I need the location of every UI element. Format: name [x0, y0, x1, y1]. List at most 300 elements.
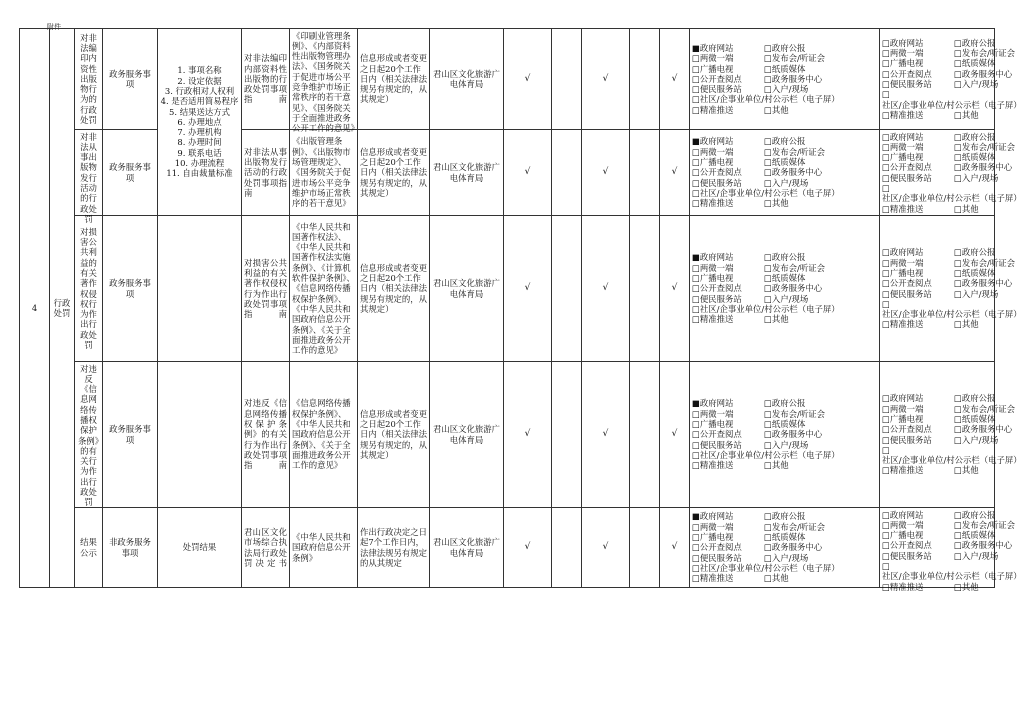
channel-option-label: 公开查阅点	[699, 429, 742, 440]
check-mark-cell	[552, 362, 582, 508]
checkbox-icon: □	[692, 314, 700, 325]
channel-option	[882, 540, 952, 550]
checkbox-icon: □	[882, 444, 890, 455]
channel-option	[764, 542, 877, 552]
checkbox-icon: □	[764, 262, 772, 273]
channel-option	[882, 465, 952, 475]
checkbox-icon: □	[764, 198, 772, 209]
checkbox-icon: □	[692, 408, 700, 419]
channel-option	[692, 532, 762, 542]
channel-option	[692, 294, 762, 304]
check-mark-cell	[630, 29, 660, 130]
check-mark-cell: √	[582, 362, 630, 508]
checkbox-icon: □	[882, 434, 890, 445]
channel-option	[882, 89, 1022, 110]
checkbox-icon: □	[954, 509, 962, 520]
channel-option-label: 两微一端	[699, 146, 734, 157]
checkbox-icon: □	[882, 540, 890, 551]
checkbox-icon: □	[692, 146, 700, 157]
channel-option-label: 公开查阅点	[889, 278, 932, 289]
channel-option	[692, 64, 762, 74]
channel-checklist	[692, 136, 877, 208]
content-item: 6. 办理地点	[177, 116, 222, 127]
channel-option-label: 政府网站	[699, 136, 734, 147]
channels-all-cell	[690, 362, 880, 508]
channels-all-cell	[690, 216, 880, 362]
channel-option	[954, 173, 1015, 183]
check-mark-cell: √	[504, 216, 552, 362]
channel-option-label: 入户/现场	[771, 439, 809, 450]
channel-option-label: 政府公报	[961, 509, 996, 520]
channel-option	[954, 132, 1015, 142]
channel-option-label: 便民服务站	[889, 288, 932, 299]
checkbox-icon: □	[692, 562, 700, 573]
table-row	[20, 216, 995, 362]
item-type-cell: 政务服务事项	[103, 130, 158, 216]
channel-option-label: 政务服务中心	[771, 73, 823, 84]
content-item: 7. 办理机构	[177, 127, 222, 138]
checkbox-icon: □	[764, 532, 772, 543]
channel-option	[692, 105, 762, 115]
channel-option-label: 发布会/听证会	[961, 141, 1015, 152]
channel-checklist	[692, 252, 877, 324]
channel-option	[764, 294, 877, 304]
channel-option	[692, 563, 877, 573]
channel-option-label: 社区/企事业单位/村公示栏（电子屏）	[882, 99, 1022, 110]
channel-option-label: 其他	[961, 109, 979, 120]
channel-option	[954, 278, 1015, 288]
channel-option-label: 入户/现场	[771, 552, 809, 563]
checkbox-icon: □	[882, 393, 890, 404]
checkbox-icon: □	[764, 398, 772, 409]
checkbox-icon: □	[692, 429, 700, 440]
checkbox-icon: □	[954, 48, 962, 59]
channel-option	[882, 435, 952, 445]
channel-option-label: 精准推送	[889, 465, 924, 476]
checkbox-icon: □	[882, 182, 890, 193]
check-mark-cell	[552, 130, 582, 216]
checkbox-icon: □	[764, 53, 772, 64]
channel-option-label: 政务服务中心	[771, 167, 823, 178]
channel-option-label: 政府网站	[889, 247, 924, 258]
checkbox-icon: □	[882, 413, 890, 424]
content-item: 2. 设定依据	[177, 75, 222, 86]
content-items-cell	[158, 29, 242, 216]
legal-basis-cell: 《印刷业管理条例》、《内部资料性出版物管理办法》、《国务院关于促进市场公平竞争维护市场正常秩序的若干意见》、《国务院关于全面推进政务公开工作的意见》	[290, 29, 358, 130]
checkbox-icon: □	[764, 63, 772, 74]
checkbox-icon: □	[954, 530, 962, 541]
channel-option	[882, 520, 952, 530]
checkbox-icon: □	[692, 84, 700, 95]
checkbox-icon: □	[764, 273, 772, 284]
channel-option	[954, 510, 1015, 520]
checkbox-icon: □	[764, 460, 772, 471]
check-mark-cell	[630, 508, 660, 588]
checkbox-icon: □	[692, 449, 700, 460]
checkbox-icon: □	[882, 550, 890, 561]
checkbox-icon: □	[692, 157, 700, 168]
channel-option-label: 政府公报	[961, 247, 996, 258]
checkbox-icon: □	[764, 521, 772, 532]
channel-option-label: 精准推送	[699, 104, 734, 115]
channel-option-label: 其他	[771, 314, 789, 325]
channel-option	[882, 319, 952, 329]
channels-all-cell	[690, 130, 880, 216]
channel-checklist	[882, 393, 1022, 476]
checkbox-icon: □	[954, 581, 962, 592]
channel-option-label: 两微一端	[889, 257, 924, 268]
channel-option	[692, 283, 762, 293]
channel-option-label: 入户/现场	[961, 434, 999, 445]
channel-option	[882, 444, 1022, 466]
channel-option	[882, 69, 952, 79]
channel-option	[764, 419, 877, 429]
channel-option	[692, 53, 762, 63]
channel-option	[692, 440, 762, 450]
channel-option-label: 入户/现场	[961, 288, 999, 299]
channel-option-label: 便民服务站	[699, 84, 742, 95]
channel-option-label: 政务服务中心	[771, 283, 823, 294]
checkbox-icon: □	[692, 542, 700, 553]
check-mark-cell: √	[582, 216, 630, 362]
channel-option-label: 入户/现场	[961, 172, 999, 183]
checkbox-icon: □	[882, 172, 890, 183]
channel-option	[764, 167, 877, 177]
channel-option	[764, 511, 877, 521]
checkbox-icon: □	[764, 73, 772, 84]
check-mark-cell	[630, 216, 660, 362]
channel-option	[882, 182, 1022, 204]
channel-option-label: 其他	[771, 198, 789, 209]
channel-option	[954, 289, 1015, 299]
channel-option	[954, 258, 1015, 268]
channel-option-label: 发布会/听证会	[961, 403, 1015, 414]
channel-option	[954, 435, 1015, 445]
item-name-cell: 结果公示	[75, 508, 103, 588]
channel-option-label: 入户/现场	[961, 79, 999, 89]
checkbox-icon: □	[764, 136, 772, 147]
checkbox-icon: □	[954, 267, 962, 278]
channel-option	[764, 136, 877, 146]
channel-option	[882, 530, 952, 540]
channel-option-label: 精准推送	[699, 314, 734, 325]
checkbox-icon: □	[954, 403, 962, 414]
channel-option-label: 社区/企事业单位/村公示栏（电子屏）	[699, 562, 840, 573]
channel-option	[692, 429, 762, 439]
channel-option	[764, 440, 877, 450]
channel-option-label: 政府公报	[771, 42, 806, 53]
channel-option-label: 入户/现场	[961, 550, 999, 561]
channel-option	[692, 553, 762, 563]
channel-option	[954, 424, 1015, 434]
checkbox-icon: □	[692, 104, 700, 115]
channel-option-label: 社区/企事业单位/村公示栏（电子屏）	[882, 571, 1022, 582]
channel-option	[954, 38, 1015, 48]
channel-option-label: 两微一端	[699, 521, 734, 532]
channels-key-cell	[880, 508, 1022, 592]
channel-option-label: 纸质媒体	[961, 267, 996, 278]
checkbox-icon: □	[954, 58, 962, 69]
legal-basis-cell: 《中华人民共和国著作权法》、《中华人民共和国著作权法实施条例》、《计算机软件保护条例》、《信息网络传播权保护条例》、《中华人民共和国政府信息公开条例》、《关于全面推进政务公开工作的意见》	[290, 216, 358, 362]
checkbox-icon: □	[954, 152, 962, 163]
channel-option	[692, 419, 762, 429]
channel-option	[764, 273, 877, 283]
checkbox-icon: □	[764, 293, 772, 304]
channel-option-label: 入户/现场	[771, 84, 809, 95]
checkbox-icon: □	[764, 542, 772, 553]
channel-option	[954, 393, 1015, 403]
checkbox-icon: □	[954, 393, 962, 404]
channel-option-label: 精准推送	[699, 460, 734, 471]
check-mark-cell: √	[582, 29, 630, 130]
channel-option	[882, 414, 952, 424]
channel-option	[882, 79, 952, 89]
item-type-cell: 政务服务事项	[103, 362, 158, 508]
channel-option-label: 便民服务站	[699, 439, 742, 450]
channel-option	[764, 429, 877, 439]
channel-option-label: 广播电视	[699, 157, 734, 168]
item-type-cell: 政务服务事项	[103, 216, 158, 362]
channel-option-label: 政府公报	[961, 131, 996, 142]
guide-cell: 对违反《信息网络传播权保护条例》的有关行为作出行政处罚事项指南	[242, 362, 290, 508]
checkbox-icon: □	[954, 288, 962, 299]
checkbox-icon: ■	[692, 136, 700, 147]
channel-option	[954, 142, 1015, 152]
channel-option-label: 广播电视	[889, 58, 924, 69]
channel-option	[764, 74, 877, 84]
channel-option-label: 政府网站	[699, 42, 734, 53]
channel-option-label: 公开查阅点	[889, 540, 932, 551]
item-name-cell: 对违反《信息网络传播权保护条例》的有关行为作出行政处罚	[75, 362, 103, 508]
channel-option-label: 便民服务站	[889, 434, 932, 445]
checkbox-icon: □	[954, 550, 962, 561]
channel-option	[764, 573, 877, 583]
channel-option	[954, 58, 1015, 68]
agency-cell: 君山区文化旅游广电体育局	[430, 508, 504, 588]
channel-option	[764, 252, 877, 262]
channel-option	[764, 532, 877, 542]
time-limit-cell: 信息形成或者变更之日起20个工作日内（相关法律法规另有规定的，从其规定）	[358, 130, 430, 216]
channel-option-label: 政府网站	[699, 398, 734, 409]
checkbox-icon: □	[954, 162, 962, 173]
content-item: 9. 联系电话	[177, 147, 222, 158]
checkbox-icon: □	[882, 403, 890, 414]
check-mark-cell	[630, 130, 660, 216]
checkbox-icon: □	[954, 141, 962, 152]
channel-option	[882, 298, 1022, 320]
checkbox-icon: □	[882, 288, 890, 299]
channel-option-label: 广播电视	[699, 63, 734, 74]
checkbox-icon: □	[954, 424, 962, 435]
checkbox-icon: □	[764, 146, 772, 157]
checkbox-icon: □	[954, 540, 962, 551]
checkbox-icon: □	[764, 177, 772, 188]
channel-option-label: 公开查阅点	[699, 283, 742, 294]
content-item: 1. 事项名称	[177, 65, 222, 76]
channel-option	[764, 398, 877, 408]
checkbox-icon: □	[764, 439, 772, 450]
channel-option	[692, 74, 762, 84]
channel-option-label: 便民服务站	[699, 293, 742, 304]
channel-option-label: 便民服务站	[889, 172, 932, 183]
channel-option	[882, 510, 952, 520]
checkbox-icon: □	[954, 519, 962, 530]
seq-cell: 4	[20, 29, 50, 588]
time-limit-cell: 信息形成或者变更之日起20个工作日内（相关法律法规另有规定的，从其规定）	[358, 29, 430, 130]
channel-option	[764, 178, 877, 188]
checkbox-icon: □	[764, 283, 772, 294]
channel-option-label: 社区/企事业单位/村公示栏（电子屏）	[699, 449, 840, 460]
channel-option-label: 广播电视	[699, 419, 734, 430]
channel-option-label: 纸质媒体	[961, 58, 996, 69]
channel-option	[954, 530, 1015, 540]
channel-option-label: 纸质媒体	[961, 530, 996, 541]
channel-option-label: 政府公报	[961, 393, 996, 404]
checkbox-icon: □	[882, 89, 890, 100]
channel-option	[692, 511, 762, 521]
checkbox-icon: □	[692, 273, 700, 284]
channel-option	[954, 69, 1015, 79]
content-items-cell	[158, 362, 242, 508]
channel-option	[882, 258, 952, 268]
channel-option-label: 其他	[961, 581, 979, 592]
checkbox-icon: □	[954, 37, 962, 48]
checkbox-icon: □	[692, 283, 700, 294]
guide-cell: 君山区文化市场综合执法局行政处罚决定书	[242, 508, 290, 588]
check-mark-cell	[630, 362, 660, 508]
channel-option	[764, 409, 877, 419]
content-item: 11. 自由裁量标准	[166, 168, 233, 179]
channel-option	[954, 520, 1015, 530]
channel-option-label: 政府公报	[961, 37, 996, 48]
channel-option	[692, 252, 762, 262]
channel-option	[764, 460, 877, 470]
checkbox-icon: □	[882, 203, 890, 214]
channel-option-label: 政府公报	[771, 511, 806, 522]
item-name-cell: 对非法编印内资性出版物行为的行政处罚	[75, 29, 103, 130]
channel-option-label: 纸质媒体	[771, 63, 806, 74]
channel-option-label: 政府网站	[889, 131, 924, 142]
channel-option	[954, 48, 1015, 58]
channel-option-label: 精准推送	[889, 109, 924, 120]
checkbox-icon: □	[954, 203, 962, 214]
channel-option-label: 政府公报	[771, 398, 806, 409]
channel-option-label: 入户/现场	[771, 293, 809, 304]
checkbox-icon: □	[692, 532, 700, 543]
channel-option-label: 两微一端	[889, 48, 924, 59]
channel-option-label: 其他	[961, 465, 979, 476]
channel-option	[692, 398, 762, 408]
checkbox-icon: □	[692, 198, 700, 209]
channel-option-label: 广播电视	[699, 273, 734, 284]
channel-option	[954, 110, 1015, 120]
check-mark-cell: √	[582, 508, 630, 588]
channel-option	[692, 273, 762, 283]
channel-option	[764, 283, 877, 293]
checkbox-icon: □	[954, 131, 962, 142]
channel-checklist	[692, 511, 877, 583]
checkbox-icon: □	[692, 187, 700, 198]
channel-option-label: 其他	[771, 573, 789, 584]
channel-option	[692, 460, 762, 470]
category-cell: 行政处罚	[50, 29, 75, 588]
channel-option	[882, 393, 952, 403]
agency-cell: 君山区文化旅游广电体育局	[430, 29, 504, 130]
checkbox-icon: □	[882, 509, 890, 520]
checkbox-icon: □	[764, 408, 772, 419]
channel-option-label: 政务服务中心	[771, 542, 823, 553]
channels-key-cell	[880, 216, 1022, 362]
channels-all-cell	[690, 29, 880, 130]
channel-option-label: 广播电视	[889, 267, 924, 278]
channel-option-label: 两微一端	[699, 262, 734, 273]
channel-option	[764, 553, 877, 563]
checkbox-icon: □	[882, 37, 890, 48]
content-item: 3. 行政相对人权利	[164, 85, 235, 96]
channel-option	[692, 167, 762, 177]
checkbox-icon: □	[882, 278, 890, 289]
channel-checklist	[882, 247, 1022, 330]
checkbox-icon: □	[882, 79, 890, 89]
channel-option-label: 纸质媒体	[771, 273, 806, 284]
channel-option	[692, 43, 762, 53]
check-mark-cell: √	[504, 362, 552, 508]
checkbox-icon: □	[882, 68, 890, 79]
disclosure-table-sheet	[19, 28, 1022, 594]
channel-option	[692, 522, 762, 532]
channel-option	[692, 409, 762, 419]
channel-option	[882, 142, 952, 152]
content-item: 10. 办理流程	[174, 158, 225, 169]
content-items-cell: 处罚结果	[158, 508, 242, 588]
checkbox-icon: ■	[692, 511, 700, 522]
guide-cell: 对非法编印内部资料性出版物的行政处罚事项指南	[242, 29, 290, 130]
checkbox-icon: □	[882, 48, 890, 59]
check-mark-cell: √	[582, 130, 630, 216]
channel-option	[692, 198, 762, 208]
channel-option-label: 发布会/听证会	[771, 146, 825, 157]
content-item: 8. 办理时间	[177, 137, 222, 148]
channel-option	[954, 162, 1015, 172]
checkbox-icon: □	[954, 434, 962, 445]
channel-option	[764, 64, 877, 74]
checkbox-icon: □	[954, 172, 962, 183]
channel-option-label: 公开查阅点	[699, 542, 742, 553]
channel-option-label: 政府网站	[889, 509, 924, 520]
channel-option-label: 精准推送	[699, 573, 734, 584]
channel-option-label: 广播电视	[889, 413, 924, 424]
channel-option-label: 政务服务中心	[961, 278, 1013, 289]
channel-option-label: 两微一端	[699, 53, 734, 64]
channel-option	[692, 542, 762, 552]
channel-option-label: 社区/企事业单位/村公示栏（电子屏）	[882, 193, 1022, 204]
guide-cell: 对损害公共利益的有关著作权侵权行为作出行政处罚事项指南	[242, 216, 290, 362]
checkbox-icon: □	[692, 303, 700, 314]
channel-option	[954, 551, 1015, 561]
channel-option	[954, 404, 1015, 414]
checkbox-icon: □	[692, 293, 700, 304]
channel-option-label: 两微一端	[889, 403, 924, 414]
channel-option-label: 便民服务站	[889, 550, 932, 561]
channel-option	[764, 157, 877, 167]
checkbox-icon: □	[882, 247, 890, 258]
table-row	[20, 29, 995, 130]
channel-option	[882, 289, 952, 299]
checkbox-icon: □	[954, 68, 962, 79]
channel-option	[764, 314, 877, 324]
check-mark-cell	[552, 216, 582, 362]
channel-option	[692, 147, 762, 157]
